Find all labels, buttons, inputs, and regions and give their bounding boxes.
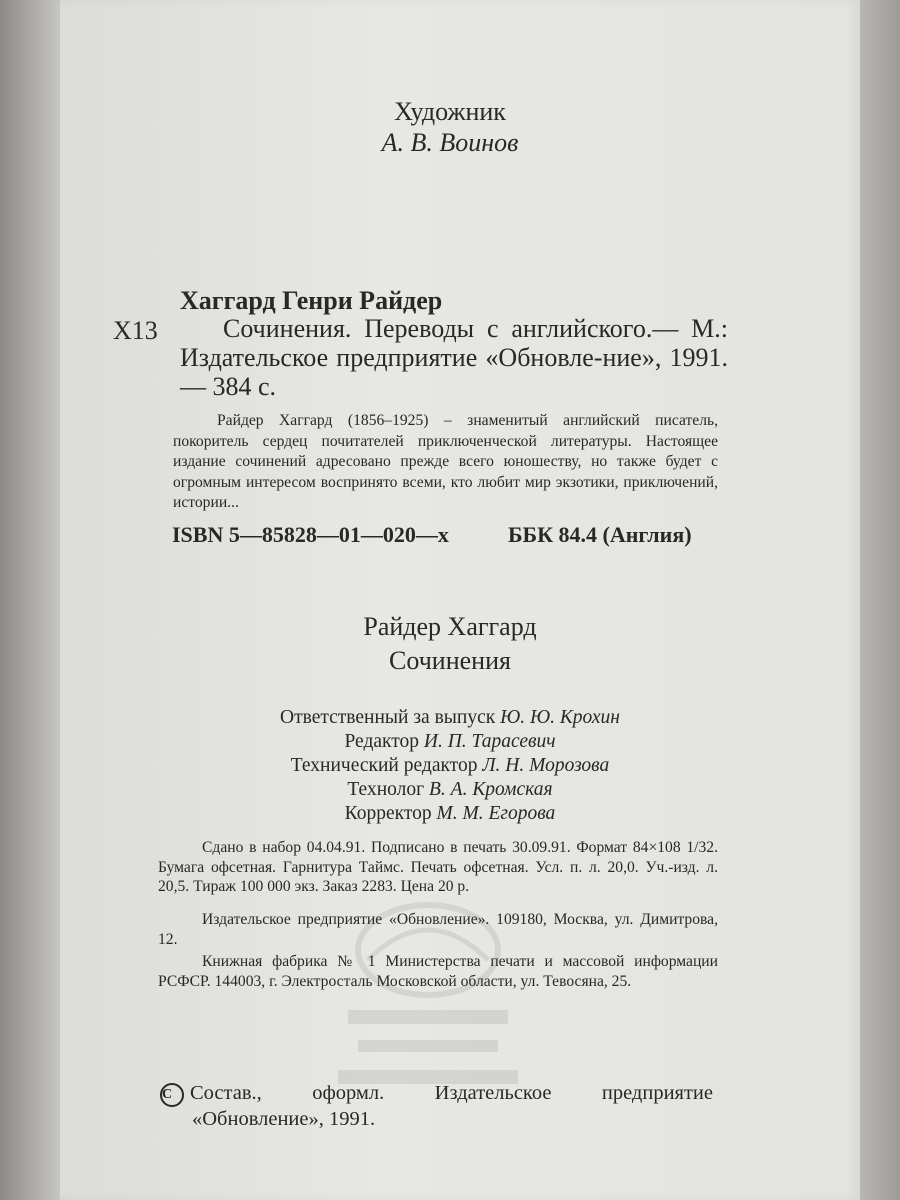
catalog-description bbox=[180, 314, 728, 401]
annotation bbox=[173, 411, 718, 514]
copyright-line-2: «Обновление», 1991. bbox=[192, 1108, 376, 1130]
catalog-author: Хаггард Генри Райдер bbox=[180, 286, 443, 315]
credit-name: И. П. Тарасевич bbox=[423, 731, 556, 752]
credit-line bbox=[0, 706, 900, 730]
credit-role: Редактор bbox=[344, 731, 424, 752]
credit-role: Ответственный за выпуск bbox=[280, 707, 501, 728]
credit-role: Корректор bbox=[344, 803, 437, 824]
page-edge bbox=[860, 0, 900, 1200]
isbn: ISBN 5—85828—01—020—х bbox=[172, 522, 449, 547]
credit-line bbox=[0, 778, 900, 802]
book-title: Сочинения bbox=[389, 646, 511, 675]
imprint-print-data-text: Сдано в набор 04.04.91. Подписано в печать 30.09.91. Формат 84×108 1/32. Бумага офсетная. Гарнитура Таймс. Печать офсетная. Усл. п. л. 20,0. Уч.-изд. л. 20,5. Тираж 100 000 экз. Заказ 2283. Цена 20 р. bbox=[158, 839, 718, 895]
book-gutter bbox=[0, 0, 60, 1200]
credit-role: Технический редактор bbox=[290, 755, 483, 776]
artist-name: А. В. Воинов bbox=[381, 128, 519, 157]
imprint-publisher bbox=[158, 910, 718, 949]
imprint-publisher-text: Издательское предприятие «Обновление». 109180, Москва, ул. Димитрова, 12. bbox=[158, 911, 718, 948]
catalog-description-text: Сочинения. Переводы с английского.— М.: Издательское предприятие «Обновле-ние», 1991.— 384 с. bbox=[180, 314, 728, 401]
credit-role: Технолог bbox=[347, 779, 429, 800]
copyright-line-1 bbox=[160, 1081, 713, 1107]
artist-label: Художник bbox=[394, 97, 506, 126]
credit-line bbox=[0, 730, 900, 754]
copyright-line-1-text: Состав., оформл. Издательское предприятие bbox=[190, 1082, 713, 1104]
bbk: ББК 84.4 (Англия) bbox=[508, 522, 692, 547]
catalog-code: Х13 bbox=[113, 316, 158, 345]
credits bbox=[0, 706, 900, 826]
credit-name: В. А. Кромская bbox=[429, 779, 553, 800]
copyright-icon: C bbox=[160, 1083, 184, 1107]
copyright bbox=[160, 1081, 713, 1131]
imprint-printer bbox=[158, 952, 718, 991]
credit-line bbox=[0, 802, 900, 826]
annotation-text: Райдер Хаггард (1856–1925) – знаменитый английский писатель, покоритель сердец почитателей приключенческой литературы. Настоящее издание сочинений адресовано прежде всего юношеству, но также будет с огромным интересом воспринято всеми, кто любит мир экзотики, приключений, истории... bbox=[173, 412, 718, 511]
credit-line bbox=[0, 754, 900, 778]
credit-name: М. М. Егорова bbox=[436, 803, 556, 824]
credit-name: Ю. Ю. Крохин bbox=[500, 707, 620, 728]
credit-name: Л. Н. Морозова bbox=[482, 755, 610, 776]
imprint-print-data bbox=[158, 838, 718, 897]
book-author: Райдер Хаггард bbox=[363, 612, 537, 641]
imprint-printer-text: Книжная фабрика № 1 Министерства печати и массовой информации РСФСР. 144003, г. Электросталь Московской области, ул. Тевосяна, 25. bbox=[158, 953, 718, 990]
